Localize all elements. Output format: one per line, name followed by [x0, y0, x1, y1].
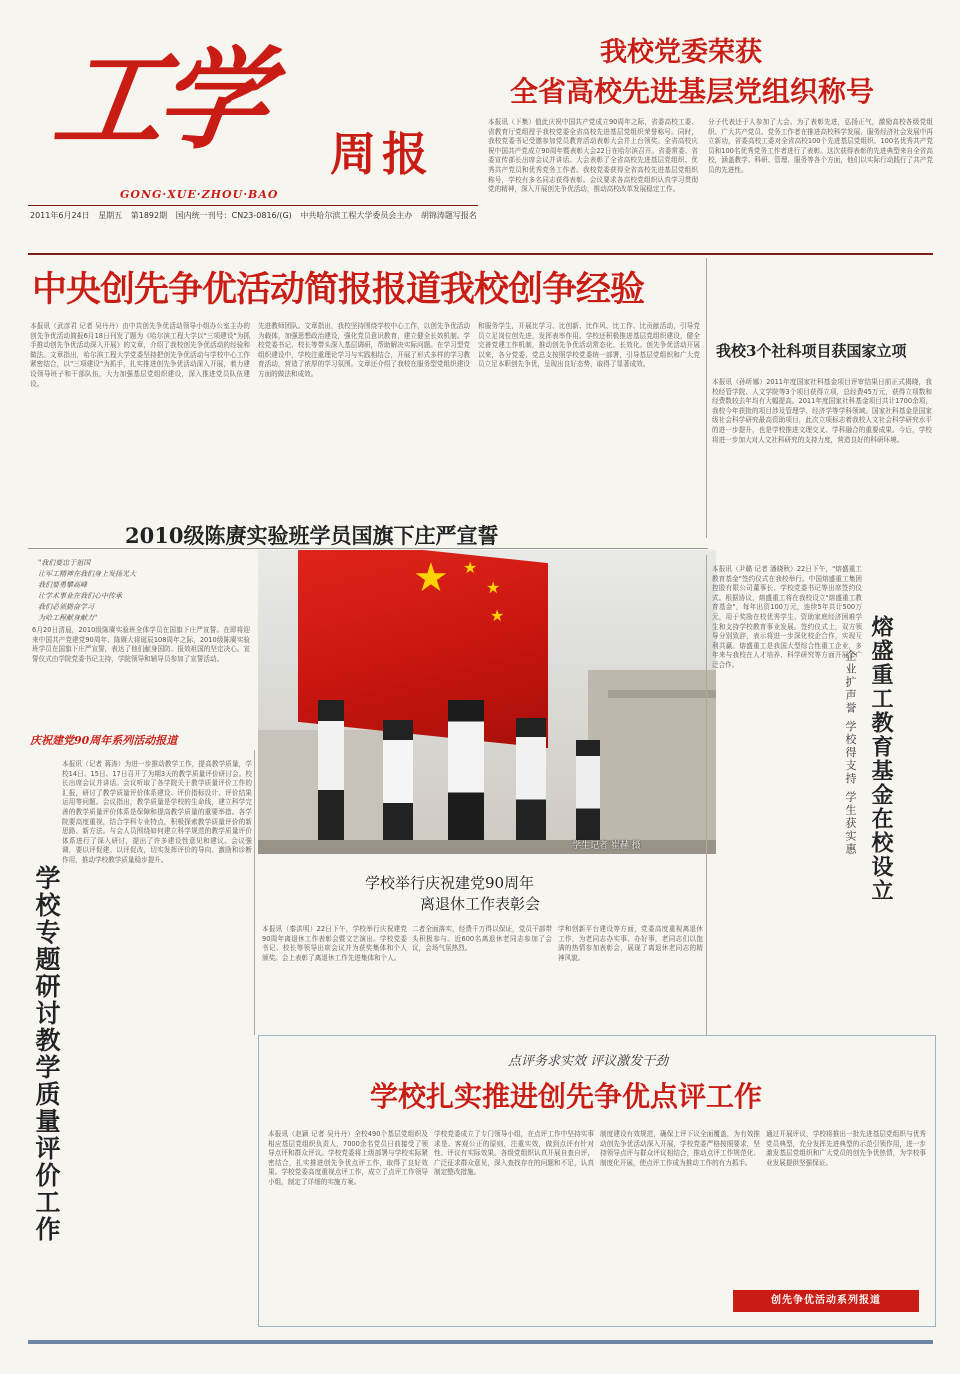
- poem-line: 我们要勇攀高峰: [38, 581, 87, 589]
- issue-line: [30, 210, 480, 221]
- retiree-col3: 学和创新平台建设等方面，党委高度重视离退休工作，为老同志办实事、办好事，老同志们以饱满的热情参加表彰会，展现了离退休老同志的精神风貌。: [558, 925, 703, 962]
- issue-date: 2011年6月24日: [30, 211, 90, 220]
- issue-cn: 国内统一刊号：CN23-0816/(G): [175, 211, 292, 220]
- issue-weekday: 星期五: [98, 211, 123, 220]
- issue-sponsor: 中共哈尔滨工程大学委员会主办: [300, 211, 413, 220]
- bottom-story-col3: 制度建设有效规范，确保上评下议全面覆盖，为有效推动创先争优活动深入开展，学校党委严格按照要求，坚持领导点评与群众评议相结合，推动点评工作规范化、制度化开展，使点评工作成为推动工作的有力抓手。: [600, 1130, 760, 1167]
- poem-line: 为哈工程献身献力": [38, 614, 98, 622]
- pledge-poem: [38, 558, 253, 624]
- poem-line: "我们要忠于祖国: [38, 559, 91, 567]
- issue-number: 第1892期: [130, 211, 168, 220]
- issue-inscription: 胡锦涛题写报名: [420, 211, 477, 220]
- masthead-pinyin: GONG·XUE·ZHOU·BAO: [120, 188, 279, 201]
- left-story-title: 学校专题研讨教学质量评价工作: [32, 865, 61, 1243]
- retiree-title-1: 学校举行庆祝建党90周年: [365, 874, 535, 892]
- series-tag: 创先争优活动系列报道: [733, 1290, 919, 1312]
- right-brief-text: 本报讯（孙昕娜）2011年度国家社科基金项目评审结果日前正式揭晓，我校经管学院、人文学院等3个项目获得立项，总经费45万元，获得立项数和经费数较去年均有大幅提高。2011年度国家社科基金项目共计1700余项，我校今年获批的项目涉及管理学、经济学等学科领域。国家社科基金是国家级社会科学研究最高资助项目，此次立项标志着我校人文社会科学研究水平的进一步提升，也是学校推进文理交叉、学科融合的重要成果。今后，学校将进一步加大对人文社科研究的支持力度，营造良好的科研环境。: [712, 378, 932, 444]
- main-headline: 中央创先争优活动简报报道我校创争经验: [32, 269, 645, 310]
- right-vertical-subtitle: 企业扩声誉 学校得支持 学生获实惠: [844, 650, 857, 856]
- masthead-logo: 工学: [46, 35, 269, 164]
- flag-ceremony-photo: ★ ★ ★ ★: [258, 550, 716, 854]
- section-tag-party90: 庆祝建党90周年系列活动报道: [30, 734, 178, 747]
- poem-line: 让学术事业在我们心中传承: [38, 592, 122, 600]
- bottom-story-kicker: 点评务求实效 评议激发干劲: [508, 1054, 669, 1069]
- main-story-col2: 先进教师团队。文章指出，我校坚持围绕学校中心工作，以创先争优活动为载体，加强思想政治建设，强化党员意识教育，建立健全长效机制。学校党委书记、校长等带头深入基层调研，帮助解决实际问题。在学习型党组织建设中，学校注重理论学习与实践相结合，开展了形式多样的学习教育活动，营造了浓厚的学习氛围。文章还介绍了我校在服务型党组织建设方面的做法和成效。: [258, 322, 470, 378]
- masthead-week: 周报: [330, 127, 434, 181]
- retiree-col2: 二者全面落实，经费千万得以保证，党员干部带头积极参与。近600名离退休老同志参加了会议，会场气氛热烈。: [412, 925, 552, 953]
- top-story-title-1: 我校党委荣获: [600, 37, 762, 68]
- top-story-col1: 本报讯（下集）值此庆祝中国共产党成立90周年之际，省委高校工委、省教育厅党组授予我校党委全省高校先进基层党组织荣誉称号。同时，我校党委书记受邀参加党员教育活动表彰大会并上台领奖。全省高校庆祝中国共产党成立90周年暨表彰大会22日在哈尔滨召开。省委常委、省委宣传部长出席会议并讲话。大会表彰了全省高校先进基层党组织、优秀共产党员和优秀党务工作者。我校党委获得全省高校先进基层党组织称号，学校有多名同志获得表彰。会议要求各高校党组织认真学习贯彻党的精神，深入开展创先争优活动，推动高校改革发展稳定工作。: [488, 118, 698, 194]
- main-story-col1: 本报讯（武彦君 记者 吴丹丹）由中共创先争优活动领导小组办公室主办的创先争优活动简报6月18日刊发了题为《哈尔滨工程大学以"三项建设"为抓手推动创先争优活动深入开展》的文章，介绍了我校创先争优活动的经验和做法。文章指出，哈尔滨工程大学党委坚持把创先争优活动与学校中心工作紧密结合，以"三项建设"为抓手，扎实推进创先争优活动深入开展，着力建设领导班子和干部队伍，大力加强基层党组织建设，深入推进党员队伍建设。: [30, 322, 250, 388]
- photo-caption: 学生记者 崔赫 摄: [572, 841, 641, 851]
- retiree-title-2: 离退休工作表彰会: [420, 895, 541, 913]
- photo-story-text: 6月20日清晨，2010级陈赓实验班全体学员在国旗下庄严宣誓。在即将迎来中国共产党建党90周年、陈赓大将诞辰108周年之际，2010级陈赓实验班学员在国旗下庄严宣誓，表达了他们献身国防、报效祖国的坚定决心。宣誓仪式由学院党委书记主持，学院领导和辅导员参加了宣誓活动。: [32, 626, 250, 663]
- retiree-col1: 本报讯（秦洪明）22日下午，学校举行庆祝建党90周年离退休工作表彰会暨文艺演出。学校党委书记、校长等领导出席会议并为获奖集体和个人颁奖。会上表彰了离退休工作先进集体和个人。: [262, 925, 407, 962]
- top-story-col2: 分子代表还于人参加了大会。为了表彰先进，弘扬正气，激励高校各级党组织、广大共产党员、党务工作者在推进高校科学发展、服务经济社会发展中再立新功，省委高校工委对全省高校100个先进基层党组织、100名优秀共产党员和100名优秀党务工作者进行了表彰。这次获得表彰的先进典型来自全省高校，涵盖教学、科研、管理、服务等各个方面，他们以实际行动践行了共产党员的先进性。: [708, 118, 933, 174]
- right-vertical-text: 本报讯（尹璐 记者 潘晓秋）22日下午，"熔盛重工教育基金"签约仪式在我校举行。中国熔盛重工集团控股有限公司董事长、学校党委书记等出席签约仪式。根据协议，熔盛重工将在我校设立"熔盛重工教育基金"，每年出资100万元，连续5年共计500万元，用于奖励在校优秀学生、资助家庭经济困难学生和支持学校教育事业发展。签约仪式上，双方领导分别致辞，表示将进一步深化校企合作，实现互利共赢。熔盛重工是我国大型综合性重工企业，多年来与我校在人才培养、科学研究等方面开展了广泛合作。: [712, 565, 862, 669]
- left-story-text: 本报讯（记者 蒋涛）为进一步推动教学工作，提高教学质量，学校14日、15日、17日召开了为期3天的教学质量评价研讨会。校长出席会议并讲话。会议听取了各学院关于教学质量评价工作的汇报，研讨了教学质量评价体系建设、评价指标设计、评价结果运用等问题。会议指出，教学质量是学校的生命线，建立科学完善的教学质量评价体系是保障和提高教学质量的重要举措。各学院要高度重视，结合学科专业特点，积极探索教学质量评价的新思路、新方法。与会人员围绕如何建立科学规范的教学质量评价体系进行了深入研讨，提出了许多建设性意见和建议。会议强调，要以评促建、以评促改，切实发挥评价的导向、激励和诊断作用，推动学校教学质量稳步提升。: [62, 760, 252, 864]
- bottom-story-col2: 学校党委成立了专门领导小组，在点评工作中坚持实事求是、客观公正的原则，注重实效，做到点评有针对性、评议有实际效果。各级党组织认真开展自查自评，广泛征求群众意见，深入查找存在的问题和不足，认真制定整改措施。: [434, 1130, 594, 1177]
- right-brief-title: 我校3个社科项目获国家立项: [716, 342, 907, 360]
- right-vertical-title: 熔盛重工教育基金在校设立: [868, 615, 894, 903]
- top-story-title-2: 全省高校先进基层党组织称号: [510, 75, 875, 108]
- bottom-story-col4: 通过开展评议，学校将推出一批先进基层党组织与优秀党员典型，充分发挥先进典型的示范引领作用，进一步激发基层党组织和广大党员的创先争优热情，为学校事业发展提供坚强保证。: [766, 1130, 926, 1167]
- main-story-col3: 和服务学生，开展比学习、比创新、比作风、比工作、比贡献活动，引导党员立足岗位创先进，发挥表率作用。学校还积极推进基层党组织建设，健全完善党建工作机制，推动创先争优活动常态化、长效化。创先争优活动开展以来，各分党委、党总支按照学校党委统一部署，引导基层党组织和广大党员立足本职创先争优，呈现出良好态势，取得了显著成效。: [478, 322, 700, 369]
- photo-story-title: 2010级陈赓实验班学员国旗下庄严宣誓: [125, 523, 499, 548]
- bottom-story-title: 学校扎实推进创先争优点评工作: [370, 1080, 763, 1113]
- poem-line: 我们必须勤奋学习: [38, 603, 94, 611]
- poem-line: 让军工精神在我们身上发扬光大: [38, 570, 136, 578]
- bottom-story-col1: 本报讯（赵颖 记者 吴丹丹）全校490个基层党组织及相应基层党组织负责人，7000余名党员日前接受了领导点评和群众评议。学校党委将上级部署与学校实际紧密结合，扎实推进创先争优点评工作，取得了良好效果。学校党委高度重视点评工作，成立了点评工作领导小组，制定了详细的实施方案。: [268, 1130, 428, 1186]
